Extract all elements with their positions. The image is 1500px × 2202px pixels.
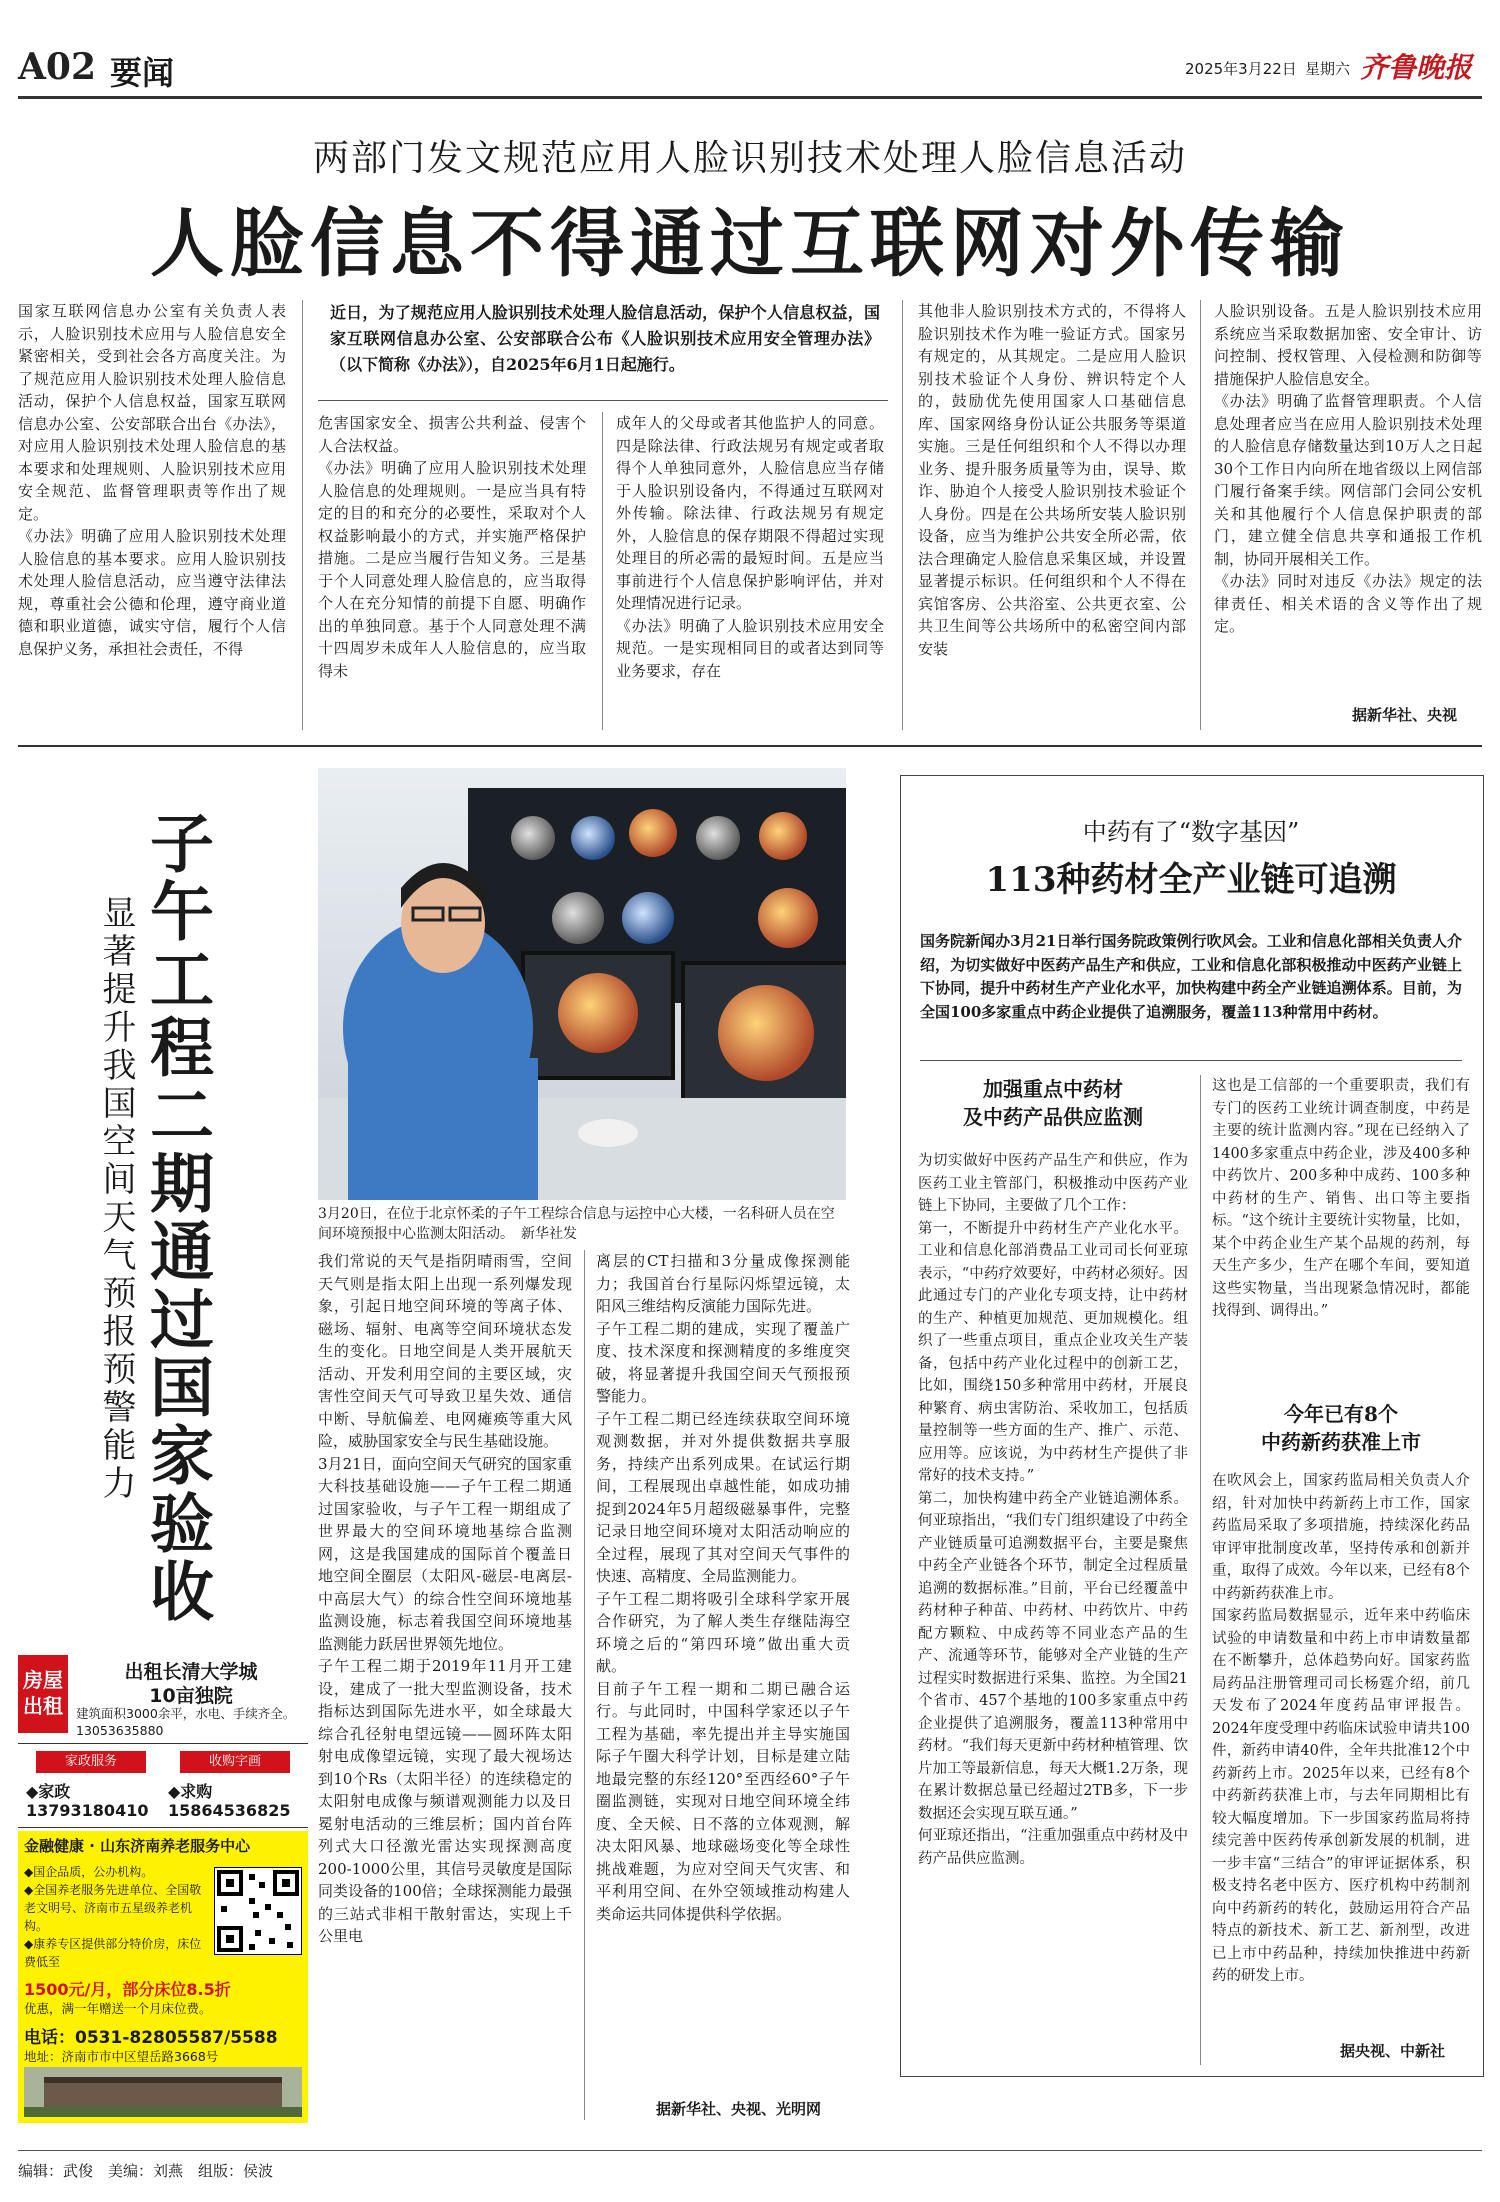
- story1-column-3: 成年人的父母或者其他监护人的同意。四是除法律、行政法规另有规定或者取得个人单独同意外，人脸信息应当存储于人脸识别设备内，不得通过互联网对外传输。除法律、行政法规另有规定外，人脸信息的保存期限不得超过实现处理目的所必需的最短时间。五是应当事前进行个人信息保护影响评估，并对处理情况进行记录。 《办法》明确了人脸识别技术应用安全规范。一是实现相同目的或者达到同等业务要求，存在: [616, 414, 884, 680]
- story1-lead: 近日，为了规范应用人脸识别技术处理人脸信息活动，保护个人信息权益，国家互联网信息办公室、公安部联合公布《人脸识别技术应用安全管理办法》（以下简称《办法》），自2025年6月1日起施行。: [330, 303, 880, 374]
- column-divider: [302, 300, 303, 730]
- story3-subhead-2: 今年已有8个 中药新药获准上市: [1261, 1402, 1421, 1454]
- story3-kicker: 中药有了“数字基因”: [1082, 818, 1300, 846]
- story1-column-2: 危害国家安全、损害公共利益、侵害个人合法权益。 《办法》明确了应用人脸识别技术处理人脸信息的处理规则。一是应当具有特定的目的和充分的必要性，采取对个人权益影响最小的方式，并实施严格保护措施。二是应当履行告知义务。三是基于个人同意处理人脸信息的，应当取得个人在充分知情的前提下自愿、明确作出的单独同意。基于个人同意处理不满十四周岁未成年人人脸信息的，应当取得未: [318, 414, 586, 680]
- label-buy-art: 收购字画: [180, 1751, 290, 1773]
- newspaper-logo: 齐鲁晚报: [1360, 51, 1473, 84]
- footer-credits: 编辑：武俊 美编：刘燕 组版：侯波: [18, 2162, 274, 2180]
- news-photo: [318, 768, 846, 1200]
- story3-lead: 国务院新闻办3月21日举行国务院政策例行吹风会。工业和信息化部相关负责人介绍，为切实做好中医药产品生产和供应，工业和信息化部积极推动中医药产业链上下协同，提升中药材生产产业化水平，加快构建中药全产业链追溯体系。目前，为全国100多家重点中药企业提供了追溯服务，覆盖113种常用中药材。: [920, 932, 1462, 1021]
- rent-tag: [18, 1655, 68, 1733]
- ad-divider: [18, 1743, 308, 1744]
- header-rule: [18, 96, 1482, 99]
- elder-care-title: 金融健康 · 山东济南养老服务中心: [24, 1837, 251, 1855]
- story3-subhead-1: 加强重点中药材 及中药产品供应监测: [963, 1077, 1143, 1129]
- ad-divider: [18, 1827, 308, 1828]
- building-photo: [24, 2067, 302, 2117]
- story1-headline: 人脸信息不得通过互联网对外传输: [150, 201, 1350, 287]
- rent-tag-line2: 出租: [23, 1694, 63, 1718]
- section-name: 要闻: [110, 54, 175, 92]
- scientist-monitoring-sun-photo: [318, 768, 846, 1200]
- story2-source: 据新华社、央视、光明网: [656, 2100, 822, 2118]
- label-home-service: 家政服务: [36, 1751, 146, 1773]
- story1-column-5: 人脸识别设备。五是人脸识别技术应用系统应当采取数据加密、安全审计、访问控制、授权管理、入侵检测和防御等措施保护人脸信息安全。 《办法》明确了监督管理职责。个人信息处理者应当在应用人脸识别技术处理的人脸信息存储数量达到10万人之日起30个工作日内向所在地省级以上网信部门履行备案手续。网信部门会同公安机关和其他履行个人信息保护职责的部门，建立健全信息共享和通报工作机制，协同开展相关工作。 《办法》同时对违反《办法》规定的法律责任、相关术语的含义等作出了规定。: [1214, 302, 1482, 635]
- elder-care-offer: 优惠，满一年赠送一个月床位费。: [24, 2001, 212, 2016]
- story2-column-2: 离层的CT扫描和3分量成像探测能力；我国首台行星际闪烁望远镜，太阳风三维结构反演能力国际先进。 子午工程二期的建成，实现了覆盖广度、技术深度和探测精度的多维度突破，将显著提升我国空间天气预报预警能力。 子午工程二期已经连续获取空间环境观测数据，并对外提供数据共享服务，持续产出系列成果。在试运行期间，工程展现出卓越性能，如成功捕捉到2024年5月超级磁暴事件，完整记录日地空间环境对太阳活动响应的全过程，展现了其对空间天气事件的快速、高精度、全局监测能力。 子午工程二期将吸引全球科学家开展合作研究，为了解人类生存继陆海空环境之后的“第四环境”做出重大贡献。 目前子午工程一期和二期已融合运行。与此同时，中国科学家还以子午工程为基础，率先提出并主导实施国际子午圈大科学计划，目标是建立陆地最完整的东经120°至西经60°子午圈监测链，实现对日地空间环境全纬度、全天候、日不落的立体观测，解决太阳风暴、地球磁场变化等全球性挑战难题，为应对空间天气灾害、和平利用空间、在外空领域推动构建人类命运共同体提供科学依据。: [596, 1252, 850, 1923]
- story3-column-1: 为切实做好中医药产品生产和供应，作为医药工业主管部门，积极推动中医药产业链上下协同，主要做了几个工作： 第一，不断提升中药材生产产业化水平。工业和信息化部消费品工业司司长何亚琼表示，“中药疗效要好，中药材必须好。因此通过专门的产业化专项支持，让中药材的生产、种植更加规范、更加规模化。组织了一些重点项目，重点企业攻关生产装备，包括中药产业化过程中的创新工艺，比如，围绕150多种常用中药材，开展良种繁育、病虫害防治、采收加工，包括质量控制等一些方面的生产、推广、示范、应用等。应该说，为中药材生产提供了非常好的技术支持。” 第二，加快构建中药全产业链追溯体系。何亚琼指出，“我们专门组织建设了中药全产业链质量可追溯数据平台，主要是聚焦中药全产业链各个环节，制定全过程质量追溯的数据标准。”目前，平台已经覆盖中药材种子种苗、中药材、中药饮片、中药配方颗粒、中成药等不同业态产品的生产、流通等环节，能够对全产业链的生产过程实时数据进行采集、监控。为全国21个省市、457个基地的100多家重点中药企业提供了追溯服务，覆盖113种常用中药材。“我们每天更新中药材种植管理、饮片加工等最新信息，每天大概1.2万条，现在累计数据总量已经超过2TB多，下一步数据还会实现互联互通。” 何亚琼还指出，“注重加强重点中药材及中药产品供应监测。: [918, 1153, 1188, 1867]
- issue-date: 2025年3月22日: [1185, 60, 1297, 78]
- story1-column-4: 其他非人脸识别技术方式的，不得将人脸识别技术作为唯一验证方式。国家另有规定的，从其规定。二是应用人脸识别技术验证个人身份、辨识特定个人的，鼓励优先使用国家人口基础信息库、国家网络身份认证公共服务等渠道实施。三是任何组织和个人不得以办理业务、提升服务质量等为由，误导、欺诈、胁迫个人接受人脸识别技术验证个人身份。四是在公共场所安装人脸识别设备，应当为维护公共安全所必需，依法合理确定人脸信息采集区域，并设置显著提示标识。任何组织和个人不得在宾馆客房、公共浴室、公共更衣室、公共卫生间等公共场所中的私密空间内部安装: [918, 302, 1186, 658]
- section-number: A02: [18, 46, 97, 88]
- story2-title: 子午工程二期通过国家验收: [139, 810, 214, 1626]
- column-divider: [1200, 300, 1201, 730]
- footer-rule: [18, 2150, 1482, 2151]
- lead-rule: [920, 1060, 1462, 1061]
- story1-column-1: 国家互联网信息办公室有关负责人表示，人脸识别技术应用与人脸信息安全紧密相关，受到社会各方高度关注。为了规范应用人脸识别技术处理人脸信息活动，保护个人信息权益，国家互联网信息办公室、公安部联合出台《办法》，对应用人脸识别技术处理人脸信息的基本要求和处理规则、人脸识别技术应用安全规范、监督管理职责等作出了规定。 《办法》明确了应用人脸识别技术处理人脸信息的基本要求。应用人脸识别技术处理人脸信息活动，应当遵守法律法规，尊重社会公德和伦理，遵守商业道德和职业道德，诚实守信，履行个人信息保护义务，承担社会责任，不得: [18, 302, 286, 658]
- home-service-name: ◆家政: [26, 1782, 71, 1801]
- buy-art-name: ◆求购: [168, 1782, 213, 1801]
- story2-subtitle: 显著提升我国空间天气预报预警能力: [96, 895, 136, 1503]
- photo-caption: 3月20日，在位于北京怀柔的子午工程综合信息与运控中心大楼，一名科研人员在空间环境预报中心监测太阳活动。 新华社发: [318, 1206, 835, 1242]
- elder-care-points: ◆国企品质，公办机构。 ◆全国养老服务先进单位、全国敬老文明号、济南市五星级养老机构。 ◆康养专区提供部分特价房，床位费低至: [24, 1865, 202, 1969]
- buy-art-phone: 15864536825: [168, 1801, 291, 1820]
- column-divider: [1200, 1075, 1201, 2065]
- story1-source: 据新华社、央视: [1352, 706, 1458, 724]
- lead-rule: [318, 400, 888, 401]
- story3-column-2b: 在吹风会上，国家药监局相关负责人介绍，针对加快中药新药上市工作，国家药监局采取了多项措施，持续深化药品审评审批制度改革，坚持传承和创新并重，取得了成效。今年以来，已经有8个中药新药获准上市。 国家药监局数据显示，近年来中药临床试验的申请数量和中药上市申请数量都在不断攀升，总体趋势向好。国家药监局药品注册管理司司长杨霆介绍，前几天发布了2024年度药品审评报告。2024年度受理中药临床试验申请共100件，新药申请40件，全年共批准12个中药新药上市。2025年以来，已经有8个中药新药获准上市，与去年同期相比有较大幅度增加。下一步国家药监局将持续完善中医药传承创新发展的机制，进一步丰富“三结合”的审评证据体系，积极支持名老中医方、医疗机构中药制剂向中药新药的转化，鼓励运用符合产品特点的新技术、新工艺、新剂型，改进已上市中药品种，持续加快推进中药新药的研发上市。: [1212, 1473, 1470, 1984]
- rent-description: 建筑面积3000余平，水电、手续齐全。13053635880: [76, 1706, 296, 1738]
- elder-care-ad: [18, 1831, 308, 2123]
- qr-code-icon: [214, 1867, 302, 1955]
- rent-title-2: 10亩独院: [149, 1685, 233, 1707]
- story3-column-2a: 这也是工信部的一个重要职责，我们有专门的医药工业统计调查制度，中药是主要的统计监测内容。”现在已经纳入了1400多家重点中药企业，涉及400多种中药饮片、200多种中成药、100多种中药材的生产、销售、出口等主要指标。“这个统计主要统计实物量，比如，某个中药企业生产某个品规的药剂，每天生产多少，生产在哪个车间，要知道这些实物量，当出现紧急情况时，都能找得到、调得出。”: [1212, 1078, 1470, 1319]
- column-divider: [584, 1250, 585, 2120]
- section-rule: [18, 745, 1482, 747]
- story1-kicker: 两部门发文规范应用人脸识别技术处理人脸信息活动: [312, 138, 1187, 179]
- story3-source: 据央视、中新社: [1340, 2042, 1446, 2060]
- story2-column-1: 我们常说的天气是指阴晴雨雪，空间天气则是指太阳上出现一系列爆发现象，引起日地空间环境的等离子体、磁场、辐射、电离等空间环境状态发生的变化。日地空间是人类开展航天活动、开发利用空间的主要区域，灾害性空间天气可导致卫星失效、通信中断、导航偏差、电网瘫痪等重大风险，威胁国家安全与民生基础设施。 3月21日，面向空间天气研究的国家重大科技基础设施——子午工程二期通过国家验收，与子午工程一期组成了世界最大的空间环境地基综合监测网，这是我国建成的国际首个覆盖日地空间全圈层（太阳风-磁层-电离层-中高层大气）的综合性空间环境地基监测设施，标志着我国空间环境地基监测能力跃居世界领先地位。 子午工程二期于2019年11月开工建设，建成了一批大型监测设备，技术指标达到国际先进水平，如全球最大综合孔径射电望远镜——圆环阵太阳射电成像望远镜，实现了最大视场达到10个Rs（太阳半径）的连续稳定的太阳射电成像与频谱观测能力以及日冕射电活动的三维层析；国内首台阵列式大口径激光雷达实现探测高度200-1000公里，其信号灵敏度是国际同类设备的100倍；全球探测能力最强的三站式非相干散射雷达，实现上千公里电: [318, 1252, 572, 1945]
- elder-care-address: 地址：济南市市中区望岳路3668号: [24, 2049, 219, 2064]
- elder-care-price: 1500元/月，部分床位8.5折: [24, 1980, 231, 1999]
- column-divider: [902, 300, 903, 730]
- story3-title: 113种药材全产业链可追溯: [985, 860, 1397, 900]
- rent-tag-line1: 房屋: [23, 1668, 63, 1692]
- classified-ads: [18, 1655, 308, 2125]
- elder-care-phone: 电话：0531-82805587/5588: [24, 2028, 278, 2048]
- column-divider: [602, 412, 603, 730]
- issue-weekday: 星期六: [1305, 60, 1351, 78]
- rent-title-1: 出租长清大学城: [124, 1661, 258, 1683]
- home-service-phone: 13793180410: [26, 1801, 149, 1820]
